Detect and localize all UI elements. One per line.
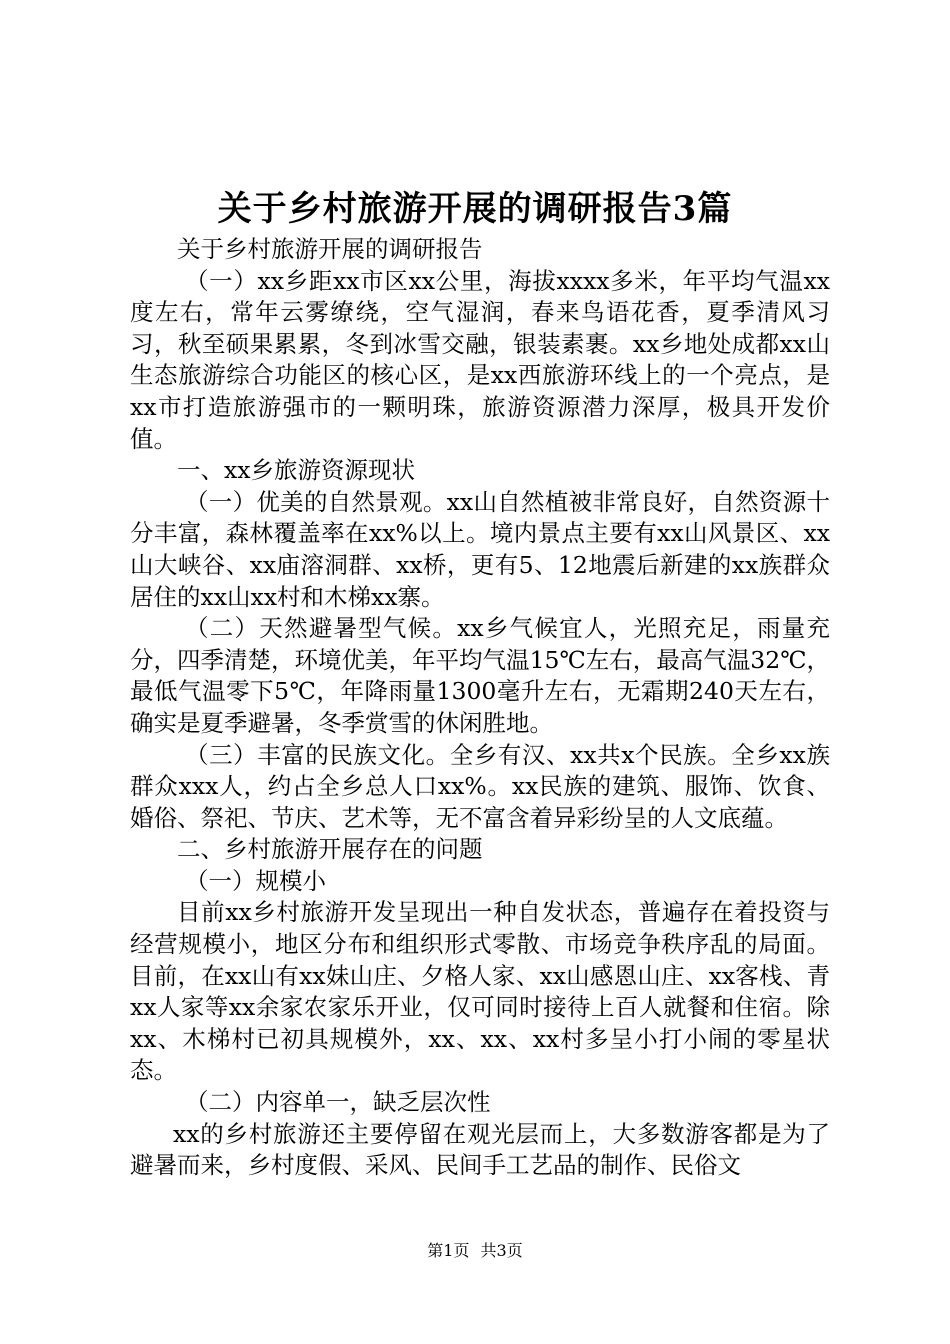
- paragraph: （二）内容单一，缺乏层次性: [185, 1088, 491, 1117]
- paragraph: （三）丰富的民族文化。全乡有汉、xx共x个民族。全乡xx族群众xxx人，约占全乡总人口xx%。xx民族的建筑、服饰、饮食、婚俗、祭祀、节庆、艺术等，无不富含着异彩纷呈的人文底蕴。: [130, 740, 830, 832]
- paragraph: 一、xx乡旅游资源现状: [177, 456, 416, 485]
- document-title: 关于乡村旅游开展的调研报告3篇: [217, 189, 733, 229]
- paragraph: （一）优美的自然景观。xx山自然植被非常良好，自然资源十分丰富，森林覆盖率在xx%以上。境内景点主要有xx山风景区、xx山大峡谷、xx庙溶洞群、xx桥，更有5、12地震后新建的xx族群众居住的xx山xx村和木梯xx寨。: [130, 487, 830, 611]
- document-body: [130, 234, 830, 1182]
- paragraph: 二、乡村旅游开展存在的问题: [177, 835, 483, 864]
- page-number: 第1页: [427, 1241, 470, 1260]
- paragraph: （一）xx乡距xx市区xx公里，海拔xxxx多米，年平均气温xx度左右，常年云雾缭绕，空气湿润，春来鸟语花香，夏季清风习习，秋至硕果累累，冬到冰雪交融，银装素裹。xx乡地处成都xx山生态旅游综合功能区的核心区，是xx西旅游环线上的一个亮点，是xx市打造旅游强市的一颗明珠，旅游资源潜力深厚，极具开发价值。: [130, 266, 830, 453]
- paragraph: （一）规模小: [185, 866, 326, 895]
- paragraph: xx的乡村旅游还主要停留在观光层而上，大多数游客都是为了避暑而来，乡村度假、采风、民间手工艺品的制作、民俗文: [130, 1119, 830, 1180]
- paragraph: 目前xx乡村旅游开发呈现出一种自发状态，普遍存在着投资与经营规模小，地区分布和组织形式零散、市场竞争秩序乱的局面。目前，在xx山有xx妹山庄、夕格人家、xx山感恩山庄、xx客栈、青xx人家等xx余家农家乐开业，仅可同时接待上百人就餐和住宿。除xx、木梯村已初具规模外，xx、xx、xx村多呈小打小闹的零星状态。: [130, 898, 830, 1085]
- page-total: 共3页: [480, 1241, 523, 1260]
- page-footer: [0, 1240, 950, 1262]
- paragraph: 关于乡村旅游开展的调研报告: [177, 235, 483, 263]
- paragraph: （二）天然避暑型气候。xx乡气候宜人，光照充足，雨量充分，四季清楚，环境优美，年平均气温15℃左右，最高气温32℃，最低气温零下5℃，年降雨量1300毫升左右，无霜期240天左右，确实是夏季避暑，冬季赏雪的休闲胜地。: [130, 614, 830, 737]
